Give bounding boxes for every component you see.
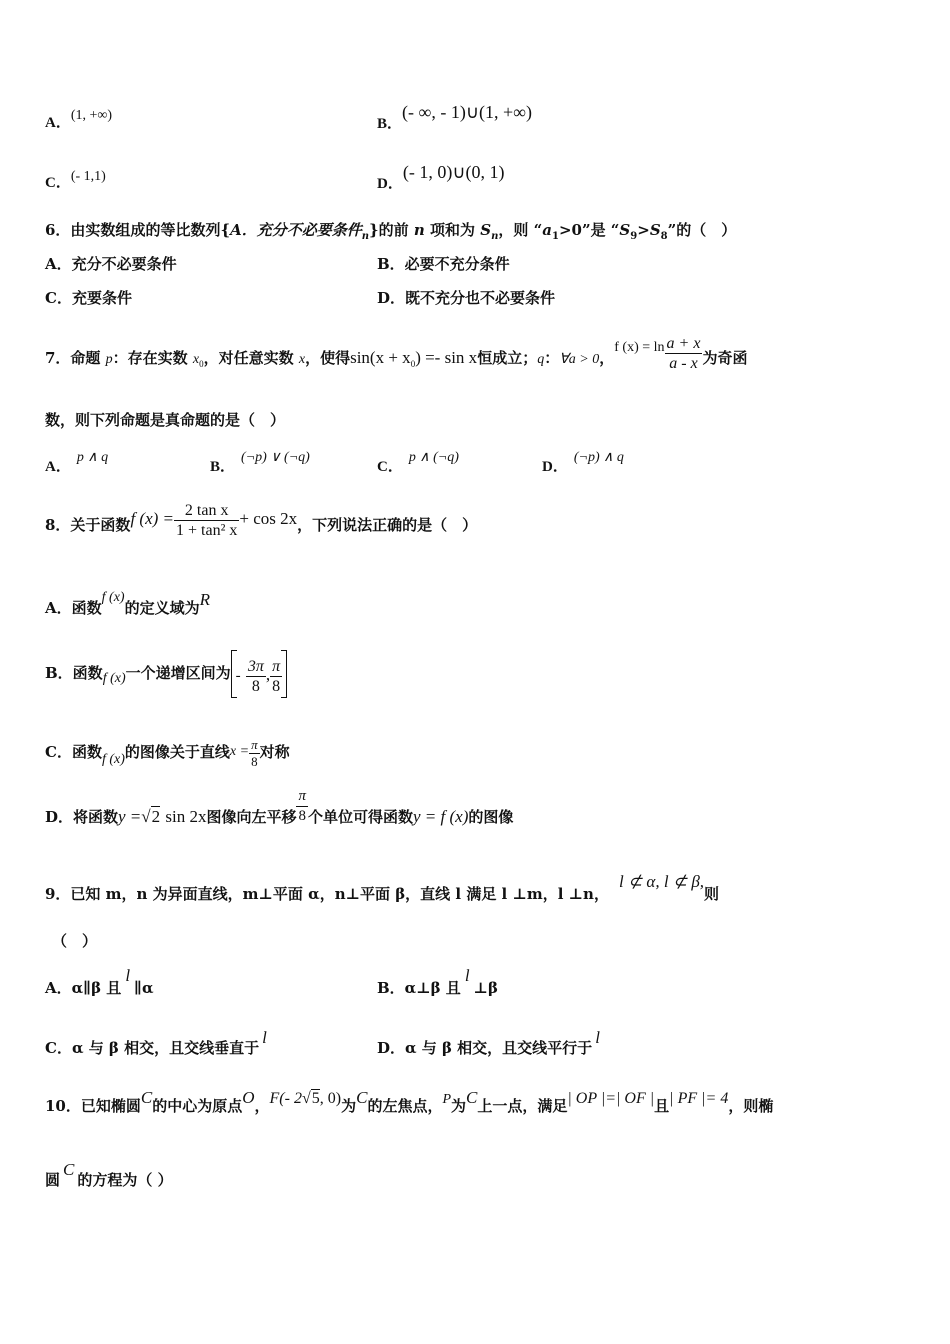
- q5-option-b: B．(- ∞, - 1)∪(1, +∞): [377, 102, 532, 132]
- q9-answer-paren: （ ）: [52, 932, 98, 950]
- q7-option-d: D．(¬p) ∧ q: [542, 450, 624, 475]
- q7-option-c: C．p ∧ (¬q): [377, 450, 459, 475]
- q8-stem: 8．关于函数f (x) = $\frac{\text{2 tan x}}{\text{1 + tan² x}}$ + cos 2x，下列说法正确的是（ ）: [45, 501, 478, 539]
- q7-stem: 7．命题 p：存在实数 $x_0$，对任意实数 x，使得$\sin(x + x_0) =- \sin x$恒成立；q：∀a > 0，f (x) = ln $\frac{a + x}{a - x}$ 为奇函: [45, 334, 748, 372]
- q7-option-a: A．p ∧ q: [45, 450, 109, 475]
- q6-option-a: A．充分不必要条件: [45, 255, 177, 273]
- q6-option-b: B．必要不充分条件: [377, 255, 510, 273]
- q6-option-d: D．既不充分也不必要条件: [377, 289, 556, 307]
- q9-option-a: A．α∥β 且l∥α: [45, 966, 154, 997]
- q8-fraction: $\frac{\text{2 tan x}}{\text{1 + tan² x}}$: [176, 501, 238, 539]
- q9-option-b: B．α⊥β 且l⊥β: [377, 966, 498, 997]
- q7-option-b: B．(¬p) ∨ (¬q): [210, 450, 310, 475]
- q8-option-d: D．将函数y =√2 sin 2x图像向左平移 $\frac{\pi}{8}$ 个单位可得函数y = f (x)的图像: [45, 787, 514, 826]
- interval-bracket: - $\frac{3\pi}{8}$ , $\frac{\pi}{8}$: [231, 650, 288, 698]
- q10-stem: 10．已知椭圆C的中心为原点O，F(- 2√5, 0)为C的左焦点，P为C上一点，满足| OP |=| OF |且| PF |= 4，则椭: [45, 1088, 774, 1115]
- q7-stem-line2: 数，则下列命题是真命题的是（ ）: [45, 411, 286, 429]
- q6-option-c: C．充要条件: [45, 289, 132, 307]
- q10-stem-line2: 圆C的方程为（ ）: [45, 1160, 173, 1189]
- q9-option-c: C．α 与 β 相交，且交线垂直于l: [45, 1028, 267, 1057]
- q5-option-a: A．(1, +∞): [45, 108, 113, 131]
- q9-stem: 9．已知 m，n 为异面直线，m⊥平面 α，n⊥平面 β，直线 l 满足 l ⊥m，l ⊥n，l ⊄ α, l ⊄ β,则: [45, 872, 720, 903]
- q5-option-c: C．(- 1,1): [45, 169, 106, 191]
- q9-option-d: D．α 与 β 相交，且交线平行于l: [377, 1028, 600, 1057]
- q8-option-c: C．函数f (x)的图像关于直线x = $\frac{\pi}{8}$ 对称: [45, 736, 290, 769]
- q8-option-b: B．函数f (x)一个递增区间为 - $\frac{3\pi}{8}$ , $\frac{\pi}{8}$: [45, 648, 287, 700]
- q7-fraction: $\frac{a + x}{a - x}$: [666, 334, 701, 372]
- q6-stem: 6．由实数组成的等比数列{A．充分不必要条件$_n$}的前 n 项和为 $S_n$，则 “$a_1>0$”是 “$S_9>S_8$”的（ ）: [45, 221, 737, 242]
- q8-option-a: A．函数f (x)的定义域为R: [45, 590, 210, 617]
- q5-option-d: D．(- 1, 0)∪(0, 1): [377, 162, 505, 192]
